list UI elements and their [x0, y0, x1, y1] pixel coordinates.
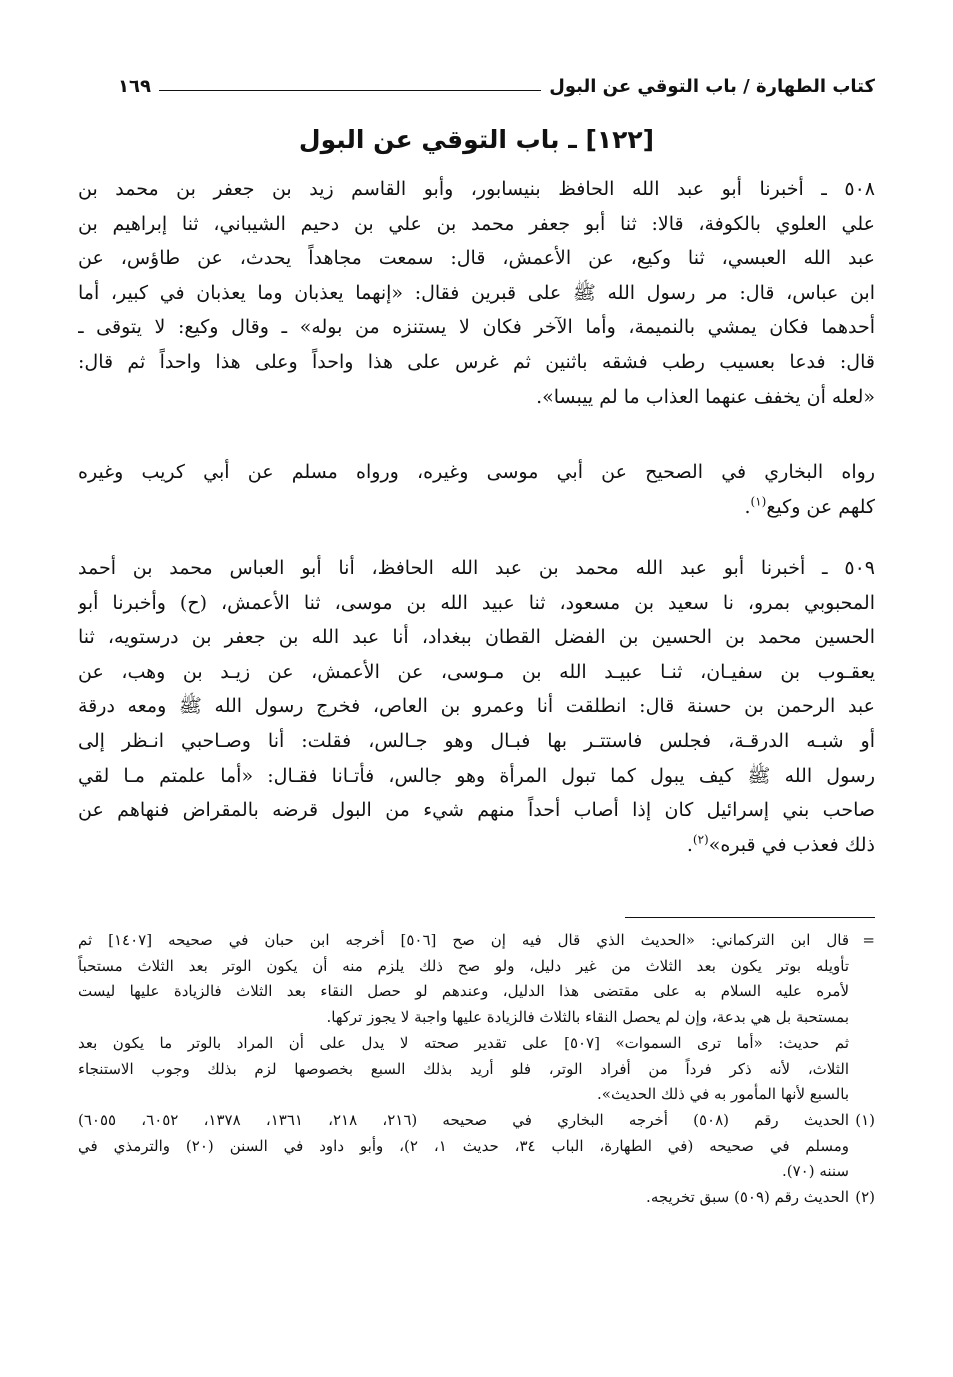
footnote-line: ومسلم في صحيحه (في الطهارة، الباب ٣٤، حديث ١، ٢)، وأبو داود في السنن (٢٠) والترمذي في	[78, 1136, 849, 1155]
footnote-line: بمستحبة بل هي بدعة، وإن لم يحصل النقاء بالثلاث فالزيادة عليها واجبة لا يجوز تركها.	[326, 1008, 849, 1027]
footnote-line: بالسبع لأنها المأمور به في ذلك الحديث».	[597, 1085, 849, 1104]
footnote-marker: =	[862, 931, 875, 949]
footnote-line: الحديث رقم (٥٠٨) أخرجه البخاري في صحيحه (٢١٦، ٢١٨، ١٣٦١، ١٣٧٨، ٦٠٥٢، ٦٠٥٥)	[78, 1110, 849, 1129]
sentence-end: .	[744, 495, 751, 518]
text-line: عبد الله العبسي، ثنا وكيع، عن الأعمش، قال: سمعت مجاهداً يحدث، عن طاؤس، عن	[78, 247, 875, 270]
chapter-title: [١٢٢] ـ باب التوقي عن البول	[298, 125, 655, 154]
text-line: المحبوبي بمرو، نا سعيد بن مسعود، ثنا عبيد الله بن موسى، ثنا الأعمش، (ح) وأخبرنا أبو	[78, 591, 875, 614]
text-line	[78, 828, 875, 863]
footnote-line: تأويله بوتر يكون بعد الثلاث من غير دليل، ولو صح ذلك يلزم منه أن يكون الوتر بعد الثلاث مستحباً	[78, 956, 849, 975]
footnote-line: ثم حديث: «أما ترى السموات» [٥٠٧] على تقدير صحته لا يدل على أن المراد بالوتر ما يكون بعد	[78, 1033, 849, 1052]
text-line: رواه البخاري في الصحيح عن أبي موسى وغيره، ورواه مسلم عن أبي كريب وغيره	[78, 461, 875, 483]
text-line: أحدهما فكان يمشي بالنميمة، وأما الآخر فكان لا يستنزه من بوله» ـ وقال وكيع: لا يتوقى ـ	[78, 316, 875, 339]
text-line: قال: فدعا بعسيب رطب فشقه باثنين ثم غرس على هذا واحداً وعلى هذا واحداً ثم قال:	[78, 350, 875, 373]
hadith-text: ذلك فعذب في قبره»	[708, 833, 875, 856]
note-508	[78, 455, 875, 545]
footnote-ref-2[interactable]: (٢)	[692, 832, 709, 847]
footnote-line: سننه (٧٠).	[781, 1162, 849, 1181]
text-line: ٥٠٨ ـ أخبرنا أبو عبد الله الحافظ بنيسابور، وأبو القاسم زيد بن جعفر بن محمد بن	[78, 178, 875, 200]
running-header	[118, 66, 875, 106]
text-line	[78, 490, 875, 525]
body-text	[78, 172, 875, 897]
footnote-marker: (٢)	[855, 1188, 875, 1207]
footnote-2	[78, 1185, 875, 1211]
hadith-509	[78, 551, 875, 897]
running-title: كتاب الطهارة / باب التوقي عن البول	[549, 75, 875, 97]
footnote-marker: (١)	[855, 1110, 875, 1129]
text-line: أو شبـه الدرقـة، فجلس فاستتـر بها فبـال وهو جـالس، فقلت: أنا وصـاحبي انـظر إلى	[78, 729, 875, 752]
footnote-line: الثلاث، لأنه ذكر فرداً من أفراد الوتر، فلو أريد بذلك السبع بخصوصها لزم بذلك وجوب الاستنجاء	[78, 1059, 849, 1078]
footnote-separator	[625, 917, 875, 918]
text-line: صاحب بني إسرائيل كان إذا أصاب أحداً منهم شيء من البول قرضه بالمقراض فنهاهم عن	[78, 799, 875, 822]
footnote-line: قال ابن التركماني: «الحديث الذي قال فيه إن صح [٥٠٦] أخرجه ابن حبان في صحيحه [١٤٠٧] ثم	[78, 931, 849, 949]
page-number: ١٦٩	[118, 75, 151, 97]
footnote-line: الحديث رقم (٥٠٩) سبق تخريجه.	[646, 1188, 849, 1207]
text-line: «لعله أن يخفف عنهما العذاب ما لم ييبسا».	[536, 385, 875, 408]
hadith-508	[78, 172, 875, 449]
footnote-1	[78, 1108, 875, 1185]
footnotes	[78, 928, 875, 1211]
footnote-ref-1[interactable]: (١)	[750, 494, 767, 509]
text-line: رسول الله ﷺ كيف يبول كما تبول المرأة وهو جالس، فأتـانا فقـال: «أما علمتم مـا لقي	[78, 764, 875, 787]
text-line: الحسين محمد بن الحسين بن الفضل القطان ببغداد، أنا عبد الله بن جعفر بن درستويه، ثنا	[78, 626, 875, 649]
text-line: علي العلوي بالكوفة، قالا: ثنا أبو جعفر محمد بن علي بن دحيم الشيباني، ثنا إبراهيم بن	[78, 212, 875, 235]
header-rule	[159, 90, 541, 91]
text-line: يعقـوب بن سفيـان، ثنـا عبيـد الله بن مـوسى، عن الأعمش، عن زيـد بن وهب، عن	[78, 660, 875, 683]
footnote-line: لأمره عليه السلام به على مقتضى هذا الدليل، وعندهم لو حصل النقاء بعد الثلاث فالزيادة عليها ليست	[78, 982, 849, 1001]
text-line: ابن عباس، قال: مر رسول الله ﷺ على قبرين فقال: «إنهما يعذبان وما يعذبان في كبير، أما	[78, 281, 875, 304]
note-text: كلهم عن وكيع	[766, 495, 875, 518]
text-line: عبد الرحمن بن حسنة قال: انطلقت أنا وعمرو بن العاص، فخرج رسول الله ﷺ ومعه درقة	[78, 695, 875, 718]
footnote-continuation	[78, 928, 875, 1108]
text-line: ٥٠٩ ـ أخبرنا أبو عبد الله محمد بن عبد الله الحافظ، أنا أبو العباس محمد بن أحمد	[78, 557, 875, 579]
sentence-end: .	[686, 833, 693, 856]
